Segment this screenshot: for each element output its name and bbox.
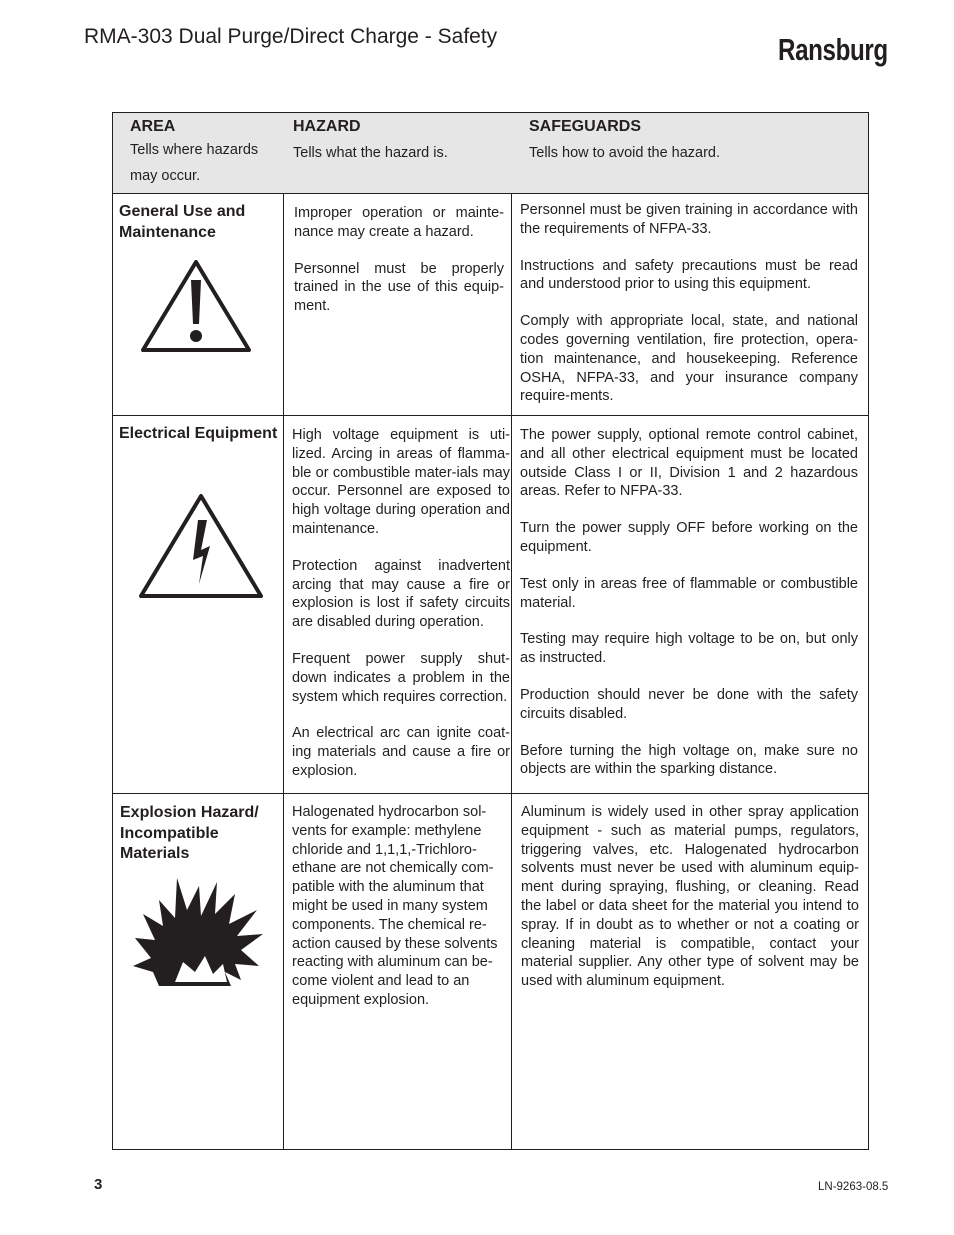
hazard-text: High voltage equipment is uti-lized. Arcing in areas of flamma-ble or combustible mater-ials may occur. Personnel are exposed to high voltage during operation and maintenance. — [292, 427, 510, 537]
hazard-text: Halogenated hydrocarbon sol-vents for example: methylene chloride and 1,1,1,-Trichloro-ethane are not chemically com-patible with the aluminum that might be used in many system components. The chemical re-action caused by these solvents reacting with aluminum can be-come violent and lead to an equipment explosion. — [292, 804, 498, 1008]
safeguard-text: Aluminum is widely used in other spray application equipment - such as material pumps, regulators, triggering valves, etc. Halogenated hydrocarbon solvents must never be used with aluminum equip-ment during spraying, flushing, or cleaning. Read the label or data sheet for the material you intend to spray. If in doubt as to whether or not a coating or cleaning material is compatible, contact your material supplier. Any other type of solvent may be used with aluminum equipment. — [521, 804, 859, 990]
safeguard-text: The power supply, optional remote control cabinet, and all other electrical equipment must be located outside Class I or II, Division 1 and 2 hazardous areas. Refer to NFPA-33. — [520, 427, 858, 500]
table-row — [113, 194, 868, 416]
hazard-cell — [292, 803, 512, 1028]
explosion-icon — [131, 876, 267, 988]
hazard-cell — [294, 204, 504, 334]
header-title: HAZARD — [293, 118, 361, 135]
document-number: LN-9263-08.5 — [818, 1181, 889, 1193]
safeguard-text: Personnel must be given training in accordance with the requirements of NFPA-33. — [520, 202, 858, 237]
header-description: Tells how to avoid the hazard. — [529, 145, 721, 161]
safeguard-text: Test only in areas free of flammable or combustible material. — [520, 575, 858, 611]
header-cell-safeguards — [529, 117, 859, 163]
safeguards-cell — [521, 803, 859, 1009]
safeguard-text: Instructions and safety precautions must be read and understood prior to using this equipment. — [520, 257, 858, 293]
hazard-text: An electrical arc can ignite coat-ing materials and cause a fire or explosion. — [292, 725, 510, 779]
hazard-text: Frequent power supply shut-down indicates a problem in the system which requires correction. — [292, 650, 510, 705]
safeguard-text: Turn the power supply OFF before working on the equipment. — [520, 520, 858, 555]
header-title: SAFEGUARDS — [529, 118, 642, 135]
header-title: AREA — [130, 118, 176, 135]
high-voltage-icon — [137, 492, 265, 600]
area-cell — [119, 202, 279, 243]
brand-logo: Ransburg — [778, 32, 888, 67]
safeguard-text: Production should never be done with the safety circuits disabled. — [520, 686, 858, 722]
area-label: Electrical Equipment — [119, 425, 278, 442]
table-row — [113, 794, 868, 1149]
safeguards-cell — [520, 426, 858, 797]
area-label: General Use and Maintenance — [119, 203, 246, 241]
page-number: 3 — [94, 1176, 103, 1193]
document-title: RMA-303 Dual Purge/Direct Charge - Safety — [84, 25, 498, 48]
table-header-row — [113, 113, 868, 194]
area-cell — [120, 803, 280, 865]
safeguard-text: Comply with appropriate local, state, and national codes governing ventilation, fire protection, opera-tion maintenance, and housekeeping. Reference OSHA, NFPA-33, and your insurance company require-ments. — [520, 313, 858, 405]
area-label: Explosion Hazard/ Incompatible Materials — [120, 804, 259, 862]
safeguards-cell — [520, 201, 858, 424]
safeguard-text: Testing may require high voltage to be on, but only as instructed. — [520, 631, 858, 667]
header-description: Tells what the hazard is. — [293, 145, 448, 161]
header-description: Tells where hazards may occur. — [130, 142, 259, 184]
safeguard-text: Before turning the high voltage on, make sure no objects are within the sparking distance. — [520, 742, 858, 778]
table-row — [113, 416, 868, 794]
header-cell-hazard — [293, 117, 503, 163]
hazard-cell — [292, 426, 510, 799]
warning-exclamation-icon — [139, 258, 253, 354]
header-cell-area — [130, 117, 280, 189]
area-cell — [119, 424, 279, 445]
safety-table — [112, 112, 869, 1150]
hazard-text: Personnel must be properly trained in the use of this equip-ment. — [294, 260, 504, 315]
hazard-text: Improper operation or mainte-nance may create a hazard. — [294, 205, 504, 240]
hazard-text: Protection against inadvertent arcing that may cause a fire or explosion is lost if safety circuits are disabled during operation. — [292, 557, 510, 631]
